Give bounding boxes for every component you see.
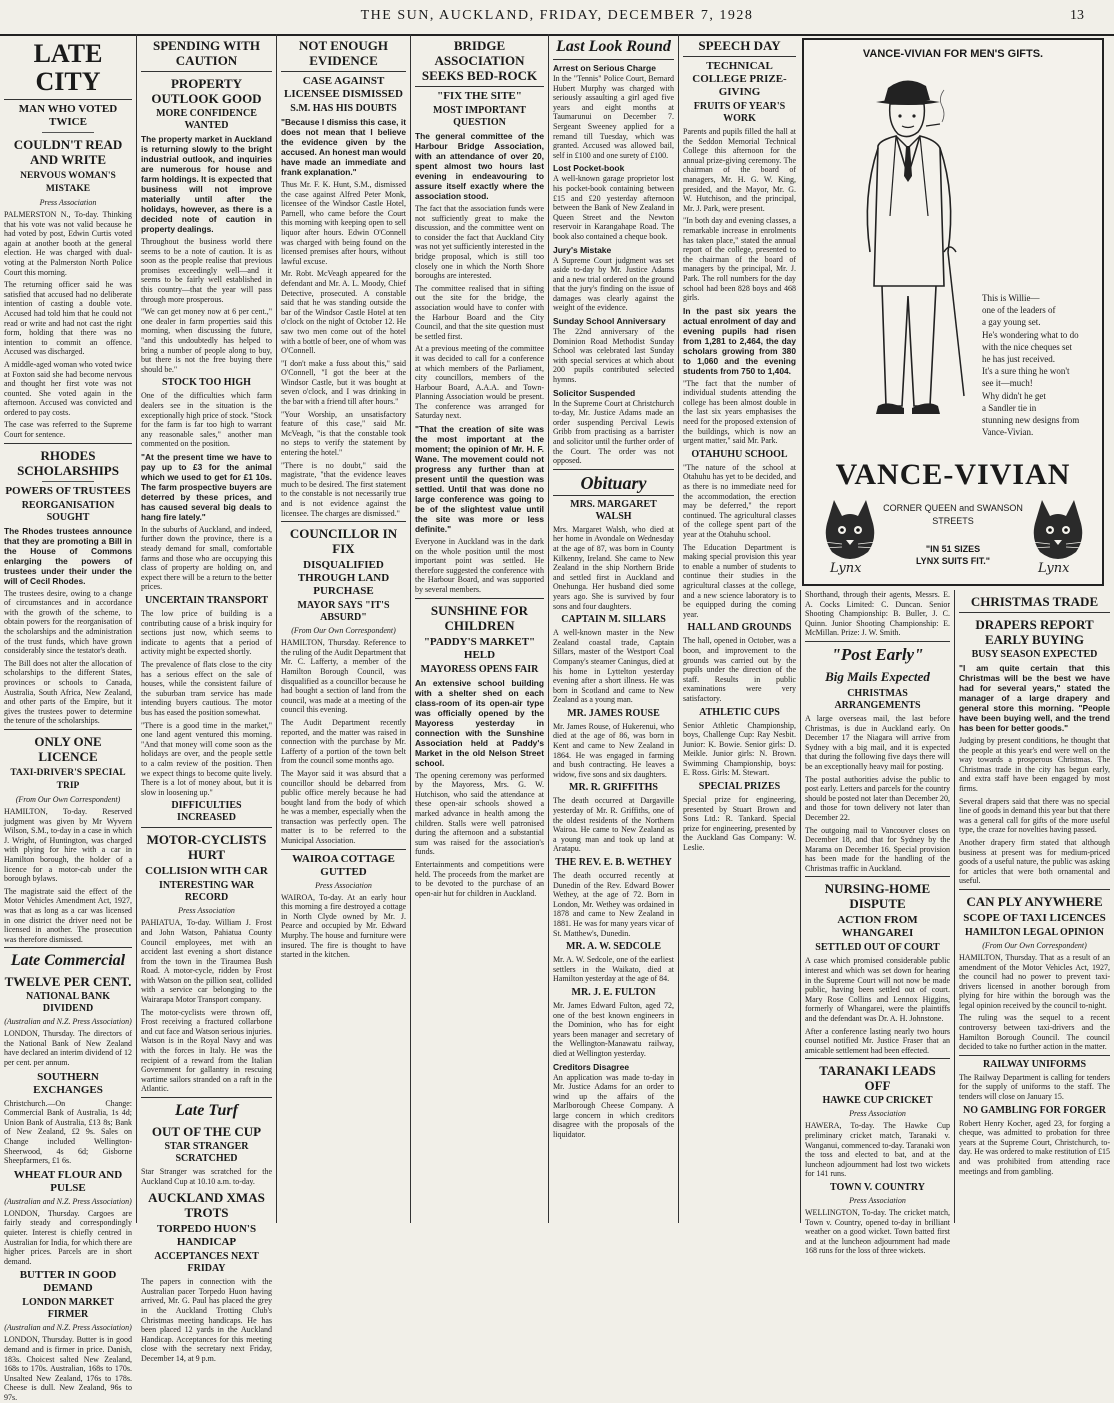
article-text: The 22nd anniversary of the Dominion Road Methodist Sunday School was celebrated last Sunday with special services at which about 200 pupils contributed selected hymns. bbox=[553, 327, 674, 385]
article-text: After a conference lasting nearly two hours counsel notified Mr. Justice Fraser that an amicable settlement had been effected. bbox=[805, 1026, 950, 1055]
article-text: The death occurred at Dargaville yesterday of Mr. R. Griffiths, one of the oldest residents of the Northern Wairoa. He came to New Zealand as a young man and took up land at Aratapu. bbox=[553, 796, 674, 854]
article-text: "There is no doubt," said the magistrate, "that the evidence leaves much to be desired. The first statement to the constable is not necessarily true and is not evidence against the licensee. The charges are dismissed." bbox=[281, 460, 406, 518]
subheadline: NO GAMBLING FOR FORGER bbox=[962, 1104, 1107, 1116]
article-text: Mrs. Margaret Walsh, who died at her home in Avondale on Wednesday at the age of 87, was born in County Kilkenny, Ireland. She came to New Zealand in the ship Northern Bride and settled first in Auckland and Onehunga. Her husband died some years ago. She is survived by four sons and four daughters. bbox=[553, 524, 674, 611]
article-text: Mr. Robt. McVeagh appeared for the defendant and Mr. A. L. Moody, Chief Detective, prosecuted. A constable said that he was standing outside the bar of the Windsor Castle Hotel at ten o'clock on the night of October 12. He saw two men come out of the hotel with a bottle of beer, one of whom was O'Connell. bbox=[281, 269, 406, 356]
subheadline: MORE CONFIDENCE WANTED bbox=[156, 108, 257, 131]
article-text: The death occurred recently at Dunedin of the Rev. Edward Bower Wethey, at the age of 72. Born in London, Mr. Wethey was ordained in 1878 and came to New Zealand in 1881. He was for many years vicar of St. Matthew's, Dunedin. bbox=[553, 871, 674, 938]
column-1 bbox=[0, 34, 136, 1402]
headline: POWERS OF TRUSTEES bbox=[5, 484, 131, 497]
article-text: The trustees desire, owing to a change of circumstances and in accordance with the growth of the scheme, to obtain powers for the reorganisation of the scholarships and the administration of the trust funds, which have grown considerably since the testator's death. bbox=[4, 588, 132, 656]
subheadline: STAR STRANGER SCRATCHED bbox=[164, 1141, 249, 1164]
article-text: The Bill does not alter the allocation of scholarships to the different States, provinces or schools to Canada, Australia, South Africa, New Zealand, and other parts of the Empire, but it gives the trustees power to determine the tenure of the scholarships. bbox=[4, 658, 132, 726]
article-text: The hall, opened in October, was a boon, and improvement to the grounds was carried out by the pupils under the direction of the staff. Results in public examinations were very satisfactory. bbox=[683, 636, 796, 703]
headline: NOT ENOUGH EVIDENCE bbox=[299, 38, 388, 68]
article-text: Mr. James Rouse, of Hukerenui, who died at the age of 86, was born in Kent and came to New Zealand in 1864. He was engaged in farming and bush contracting. He leaves a widow, five sons and six daughters. bbox=[553, 721, 674, 779]
byline: (From Our Own Correspondent) bbox=[982, 940, 1087, 950]
subheadline: MOST IMPORTANT QUESTION bbox=[433, 105, 526, 128]
obituary-name: THE REV. E. B. WETHEY bbox=[555, 857, 672, 868]
article-text: PAHIATUA, To-day. William J. Frost and John Watson, Pahiatua County Council employees, met with an accident last evening a short distance from the town in the Tiraumea Bush Road. A motor-cycle, ridden by Frost with Watson on the pillion seat, collided with a service car belonging to the Wairarapa Motor Transport company. bbox=[141, 918, 272, 1005]
subheadline: NERVOUS WOMAN'S MISTAKE bbox=[20, 171, 116, 194]
article-lead: "I am quite certain that this Christmas will be the best we have had for several years," stated the manager of a large drapery and general store this morning. "People have been buying well, and the trend has been for better goods." bbox=[959, 663, 1110, 733]
headline: COLLISION WITH CAR bbox=[145, 865, 268, 878]
subheadline: MAYOR SAYS "IT'S ABSURD" bbox=[297, 600, 390, 624]
article-text: Christchurch.—On Change: Commercial Bank of Australia, 1s 4d; Union Bank of Australia, £13 8s; Bank of New Zealand, £2 9s. Sales on Change included Wellington-Sheerwood, 4s 6d; Gisborne Sheepfarmers, £1 6s. bbox=[4, 1098, 132, 1166]
article-text: The low price of building is a contributing cause of a brisk inquiry for sections just now, which seems to indicate to agents that a period of activity might be expected shortly. bbox=[141, 609, 272, 657]
ad-address: CORNER QUEEN and SWANSON STREETS bbox=[883, 503, 1023, 526]
subheadline: TAXI-DRIVER'S SPECIAL TRIP bbox=[10, 767, 126, 791]
column-6 bbox=[678, 34, 800, 1223]
article-text: The opening ceremony was performed by the Mayoress, Mrs. G. W. Hutchison, who said the attendance at these open-air schools showed a marked advance in health among the children. Stalls were well patronised during the afternoon and a substantial sum was raised for the association's funds. bbox=[415, 770, 544, 857]
subheadline: SETTLED OUT OF COURT bbox=[815, 942, 940, 954]
article-text: Senior Athletic Championship, boys, Challenge Cup: Ray Nesbit. Junior: K. Bowie. Senior girls: D. Meikle. Junior girls: N. Brown. Swimming Championship, boys: E. Ross. Girls: M. Stewart. bbox=[683, 720, 796, 778]
item-heading: Jury's Mistake bbox=[553, 244, 612, 255]
headline: CAN PLY ANYWHERE bbox=[966, 893, 1103, 909]
ad-slogan: "IN 51 SIZES LYNX SUITS FIT." bbox=[916, 544, 990, 566]
byline: (Australian and N.Z. Press Association) bbox=[4, 1196, 132, 1206]
article-text: HAMILTON, To-day. Reserved judgment was given by Mr Wyvern Wilson, S.M., to-day in a case in which J. Wright, of Huntington, was charged with plying for hire with a car in Hamilton borough, the holder of a licence for a motor-cab under the borough bylaws. bbox=[4, 806, 132, 884]
article-lead: "At the present time we have to pay up to £3 for the animal which we used to get for £1 10s. The farm prospective buyers are deterred by these prices, and has caused several big deals to hang fire lately." bbox=[141, 451, 272, 522]
subheadline: NATIONAL BANK DIVIDEND bbox=[26, 991, 110, 1015]
subheadline: ACCEPTANCES NEXT FRIDAY bbox=[154, 1251, 259, 1275]
article-lead: The Rhodes trustees announce that they are promoting a Bill in the House of Commons enlarging the powers of trustees under their under the will of Cecil Rhodes. bbox=[4, 525, 132, 586]
subheadline: UNCERTAIN TRANSPORT bbox=[144, 595, 269, 607]
ad-brand-name: VANCE-VIVIAN bbox=[835, 458, 1071, 491]
article-lead: In the past six years the actual enrolment of day and evening pupils had risen from 1,281 to 2,464, the day scholars growing from 380 to 1,060 and the evening students from 750 to 1,404. bbox=[683, 305, 796, 376]
headline: RHODES SCHOLARSHIPS bbox=[17, 447, 119, 478]
obituary-name: MR. J. E. FULTON bbox=[571, 986, 656, 998]
headline: AUCKLAND XMAS TROTS bbox=[148, 1190, 265, 1221]
headline: TORPEDO HUON'S HANDICAP bbox=[156, 1223, 257, 1249]
column-2 bbox=[136, 34, 276, 1363]
subheadline: FRUITS OF YEAR'S WORK bbox=[693, 101, 786, 124]
headline: TWELVE PER CENT. bbox=[4, 974, 132, 990]
article-text: HAMILTON, Thursday. Reference to the ruling of the Audit Department that Mr. C. Lafferty, a member of the Hamilton Borough Council, was disqualified as a councillor because he had bought a section of land from the council, was made at a meeting of the council this evening. bbox=[281, 638, 406, 715]
headline: DRAPERS REPORT EARLY BUYING bbox=[975, 617, 1094, 647]
article-text: At a previous meeting of the committee it was decided to call for a conference at which members of the Parliament, city councillors, members of the Harbour Board, A.A.A. and Town-Planning Association would be present. The conference was arranged for Saturday next. bbox=[415, 344, 544, 421]
subheadline: HAWKE CUP CRICKET bbox=[822, 1095, 933, 1107]
subheadline: HALL AND GROUNDS bbox=[687, 622, 792, 634]
headline: CHRISTMAS TRADE bbox=[970, 594, 1099, 609]
subheadline: ATHLETIC CUPS bbox=[699, 706, 780, 718]
headline: ACTION FROM WHANGAREI bbox=[837, 914, 918, 940]
article-text: LONDON, Thursday. The directors of the National Bank of New Zealand have declared an interim dividend of 12 per cent. per annum. bbox=[4, 1029, 132, 1068]
svg-text:Lynx: Lynx bbox=[830, 561, 862, 576]
article-text: "We can get money now at 6 per cent.," one dealer in farm properties said this morning, when discussing the future, "and this undoubtedly has helped to bring a number of people along to buy, but there is not the free buying there should be." bbox=[141, 307, 272, 374]
article-text: A large overseas mail, the last before Christmas, is due in Auckland early. On December 17 the Niagara will arrive from Sydney with a big mail, and it is expected that during the following five days there will be an exceptionally heavy mail for posting. bbox=[805, 713, 950, 771]
article-text: Throughout the business world there seems to be a note of caution. It is as soon as the people realise that previous promises exceedingly well—and it seems to be fairly well established in this country—that the year will pass through more prosperous. bbox=[141, 237, 272, 304]
article-lead: The general committee of the Harbour Bridge Association, with an attendance of over 20, spent almost two hours last evening in endeavouring to assure itself exactly where the association stood. bbox=[415, 131, 544, 201]
subheadline: HAMILTON LEGAL OPINION bbox=[965, 926, 1104, 938]
article-text: Parents and pupils filled the hall at the Seddon Memorial Technical College this afternoon for the annual prize-giving ceremony. The chairman of the board of managers, Mr. H. G. W. King, presided, and the Mayor, Mr. G. W. Hutchison, and the principal, Mr. J. Park, were present. bbox=[683, 127, 796, 213]
headline: MOTOR-CYCLISTS HURT bbox=[146, 832, 267, 863]
headline: BRIDGE ASSOCIATION SEEKS BED-ROCK bbox=[421, 38, 538, 83]
obituary-name: MR. JAMES ROUSE bbox=[567, 707, 660, 719]
section-heading: Late Turf bbox=[175, 1102, 238, 1119]
byline: (From Our Own Correspondent) bbox=[15, 794, 121, 804]
article-text: PALMERSTON N., To-day. Thinking that his vote was not valid because he had voted by post, Edwin Curtis voted again at another booth at the general election. He was charged with dual-voting at the Palmerston North Police Court this morning. bbox=[4, 210, 132, 277]
headline: OUT OF THE CUP bbox=[151, 1124, 262, 1139]
headline: SOUTHERN EXCHANGES bbox=[33, 1070, 103, 1096]
obituary-name: MR. R. GRIFFITHS bbox=[569, 782, 658, 794]
article-lead: "Because I dismiss this case, it does not mean that I believe the evidence given by the accused. An honest man would have made an immediate and frank explanation." bbox=[281, 117, 406, 177]
item-heading: Solicitor Suspended bbox=[553, 387, 636, 398]
headline: WAIROA COTTAGE GUTTED bbox=[292, 852, 395, 878]
obituary-name: MRS. MARGARET WALSH bbox=[570, 498, 657, 522]
byline: (Australian and N.Z. Press Association) bbox=[4, 1017, 132, 1027]
article-text: Mr. James Edward Fulton, aged 72, one of the best known engineers in the Dominion, who has for eight years been manager and secretary of the Wellington-Manawatu railway, died at Wellington yesterday. bbox=[553, 1000, 674, 1058]
article-text: The Mayor said it was absurd that a councillor should be debarred from public office merely because he had bought land from the body of which he was a member, especially when the transaction was perfectly open. The matter is to be referred to the Municipal Association. bbox=[281, 768, 406, 846]
byline: Press Association bbox=[39, 198, 97, 207]
article-text: WAIROA, To-day. At an early hour this morning a fire destroyed a cottage in North Clyde owned by Mr. J. Pearce and occupied by Mr. Edward Murphy. The house and furniture were insured. The fire is thought to have started in the kitchen. bbox=[281, 892, 406, 960]
article-text: The outgoing mail to Vancouver closes on December 18, and that for Sydney by the Marama on December 16. Special provision has been made for the handling of the Christmas traffic in Auckland. bbox=[805, 825, 950, 873]
subheadline: BUSY SEASON EXPECTED bbox=[971, 649, 1098, 660]
headline: TARANAKI LEADS OFF bbox=[819, 1063, 936, 1094]
byline: Press Association bbox=[315, 880, 372, 890]
page-number: 13 bbox=[1070, 8, 1084, 23]
headline: SUNSHINE FOR CHILDREN bbox=[430, 602, 529, 633]
article-text: "In both day and evening classes, a remarkable increase in enrolments has taken place," stated the annual report of the college, presented to the chairman of the board of managers by the principal, Mr. J. Park. The roll numbers for the day school had been 828 boys and 468 girls. bbox=[683, 216, 796, 303]
section-heading: Last Look Round bbox=[556, 38, 671, 55]
svg-text:Lynx: Lynx bbox=[1038, 561, 1070, 576]
headline: "PADDY'S MARKET" HELD bbox=[423, 635, 536, 661]
item-heading: Sunday School Anniversary bbox=[553, 316, 666, 327]
obituary-name: CAPTAIN M. SILLARS bbox=[561, 614, 666, 626]
article-text: "The fact that the number of individual students attending the college has been almost double in the last six years emphasises the need for the proposed extension of the buildings, which is now an urgent matter," said Mr. Park. bbox=[683, 378, 796, 446]
subheadline: Big Mails Expected bbox=[825, 668, 930, 684]
article-text: Star Stranger was scratched for the Auckland Cup at 10.10 a.m. to-day. bbox=[141, 1167, 272, 1186]
article-text: The case was referred to the Supreme Court for sentence. bbox=[4, 420, 132, 440]
article-text: The fact that the association funds were not sufficiently great to make the discussion, and the committee went on to consider the fact that Auckland City was not yet sufficiently interested in the bridge proposal, which is still too closely one in which the North Shore boroughs are interested. bbox=[415, 204, 544, 281]
headline: WHEAT FLOUR AND PULSE bbox=[13, 1168, 123, 1194]
article-text: The papers in connection with the Australian pacer Torpedo Huon having arrived, Mr. G. Paul has placed the grey in the Auckland Trotting Club's Christmas meeting handicaps. He has been placed 12 yards in the Auckland Handicap. Acceptances for this meeting close with the secretary next Friday, December 14, at 9 p.m. bbox=[141, 1277, 272, 1363]
headline: DISQUALIFIED THROUGH LAND PURCHASE bbox=[297, 559, 390, 598]
article-text: In the "Tennis" Police Court, Bernard Hubert Murphy was charged with seriously assaulting a girl aged five years and eight months at Taumarunui on December 7. Sergeant Sweeney applied for a remand till Tuesday, which was granted. Accused was allowed bail, self in £100 and one surety of £100. bbox=[553, 74, 674, 160]
article-text: HAWERA, To-day. The Hawke Cup preliminary cricket match, Taranaki v. Wanganui, commenced to-day. Taranaki won the toss and elected to bat, and at the luncheon adjournment had lost two wickets for 141 runs. bbox=[805, 1121, 950, 1179]
subheadline: RAILWAY UNIFORMS bbox=[982, 1058, 1087, 1070]
column-4 bbox=[410, 34, 548, 1223]
headline: SPENDING WITH CAUTION bbox=[152, 38, 261, 68]
column-5 bbox=[548, 34, 678, 1223]
headline: "Post Early" bbox=[831, 644, 924, 664]
article-text: The Audit Department recently reported, and the matter was raised in connection with the purchase by Mr. Lafferty of a portion of the town belt from the council some months ago. bbox=[281, 717, 406, 766]
byline: Press Association bbox=[849, 1109, 906, 1119]
subheadline: LONDON MARKET FIRMER bbox=[22, 1297, 114, 1321]
article-text: The returning officer said he was satisfied that accused had no deliberate intention of casting a double vote. Accused had told him that he could not read or write and had not cast the right form, holding that there was no intention to commit an offence. Accused was discharged. bbox=[4, 280, 132, 357]
section-heading: Late Commercial bbox=[10, 952, 126, 970]
headline: SCOPE OF TAXI LICENCES bbox=[963, 911, 1106, 924]
headline: TECHNICAL COLLEGE PRIZE-GIVING bbox=[692, 60, 787, 98]
article-text: The prevalence of flats close to the city has a serious effect on the sale of houses, while the consistent failure of the suburban tram service has made intending buyers cautious. The motor bus has eased the position somewhat. bbox=[141, 660, 272, 717]
article-text: "The nature of the school at Otahuhu has yet to be decided, and as there is no immediate need for the accommodation, the erection may be deferred," the report continued. The agricultural classes of the college spent part of the year at the Otahuhu school. bbox=[683, 462, 796, 539]
subheadline: S.M. HAS HIS DOUBTS bbox=[290, 103, 397, 114]
article-text: A well-known master in the New Zealand coastal trade, Captain Sillars, master of the Westport Coal Company's steamer Caningus, died at his home in Lyttelton yesterday evening after a short illness. He was born in Scotland and came to New Zealand as a young man. bbox=[553, 628, 674, 705]
article-text: In the suburbs of Auckland, and indeed, further down the province, there is a steady demand for small, comfortable farms and those who are occupying this class of property are holding on, and expect there will be a return to the better prices. bbox=[141, 524, 272, 592]
article-text: Judging by present conditions, he thought that the people at this year's end were well on the way towards a prosperous Christmas. The Christmas trade in the city has begun early, and extra staff have been engaged by most firms. bbox=[959, 736, 1110, 793]
byline: (From Our Own Correspondent) bbox=[291, 626, 396, 636]
article-text: The Railway Department is calling for tenders for the supply of uniforms to the staff. The tenders will close on January 15. bbox=[959, 1072, 1110, 1102]
article-text: Entertainments and competitions were held. The proceeds from the market are to be devoted to the purchase of an open-air hut for children in Auckland. bbox=[415, 859, 544, 898]
article-text: Robert Henry Kocher, aged 23, for forging a cheque, was admitted to probation for three years at the Supreme Court, Christchurch, to-day. He was ordered to make restitution of £15 and was prohibited from attending race meetings and from gambling. bbox=[959, 1118, 1110, 1176]
column-8 bbox=[954, 590, 1114, 1223]
headline: BUTTER IN GOOD DEMAND bbox=[19, 1269, 117, 1295]
article-text: One of the difficulties which farm dealers see in the situation is the exceptionally high price of stock. "Stock for the farm is far too high to warrant any reasonable sales," another man commented on the position. bbox=[141, 391, 272, 449]
subheadline: OTAHUHU SCHOOL bbox=[691, 448, 788, 460]
article-lead: "That the creation of site was the most important at the moment; the opinion of Mr. H. F. Wane. The movement could not progress any further than at present until the question was settled. Until that was done no large conference was going to be of the slightest value until the site was more or less definite." bbox=[415, 424, 544, 535]
article-text: In the Supreme Court at Christchurch to-day, Mr. Justice Adams made an order suspending Percival Lewis Gribb from practising as a barrister and solicitor until the further order of the Court. The order was not opposed. bbox=[553, 398, 674, 466]
byline: Press Association bbox=[849, 1195, 906, 1205]
article-text: The committee realised that in sifting out the site for the bridge, the association would have to confer with the Harbour Board and the City Council, and that the site question must be settled first. bbox=[415, 283, 544, 341]
subheadline: REORGANISATION SOUGHT bbox=[21, 499, 115, 523]
headline: ONLY ONE LICENCE bbox=[34, 733, 102, 764]
byline: (Australian and N.Z. Press Association) bbox=[4, 1323, 132, 1333]
headline-late-city: LATE CITY bbox=[33, 39, 103, 96]
article-text: A case which promised considerable public interest and which was set down for hearing in the Supreme Court will not now be made public, having been settled out of court. Mary Rose Collins and Lennox Higgins, formerly of Whangarei, were the plaintiffs and the defendant was Dr. A. H. Johnstone. bbox=[805, 956, 950, 1024]
byline: Press Association bbox=[178, 906, 235, 916]
headline: COUNCILLOR IN FIX bbox=[289, 526, 398, 557]
ad-verse: This is Willie— one of the leaders of a gay young set. He's wondering what to do with the nice cheques set he has just received. It's a sure thing he won't see it—much! Why didn't he get a Sandler tie in stunning new designs from Vance-Vivian. bbox=[982, 293, 1080, 438]
item-heading: Lost Pocket-book bbox=[553, 163, 625, 174]
subheadline: SPECIAL PRIZES bbox=[698, 781, 781, 793]
masthead bbox=[0, 0, 1114, 36]
item-heading: Arrest on Serious Charge bbox=[553, 63, 656, 73]
item-heading: Creditors Disagree bbox=[553, 1061, 630, 1072]
subheadline: TOWN V. COUNTRY bbox=[830, 1181, 925, 1193]
subheadline: DIFFICULTIES INCREASED bbox=[171, 800, 242, 824]
headline: COULDN'T READ AND WRITE bbox=[13, 137, 123, 167]
subheadline: STOCK TOO HIGH bbox=[162, 377, 251, 389]
headline: NURSING-HOME DISPUTE bbox=[824, 881, 931, 912]
article-text: "I don't make a fuss about this," said O'Connell, "I got the beer at the Windsor Castle, but it was bought at seven o'clock, and I was drinking in the bar with a friend till after hours." bbox=[281, 358, 406, 407]
article-text: Special prize for engineering, presented by Stuart Brown and Sons Ltd.: R. Tankard. Special prize for engineering, presented by the Auckland Gas Company: W. Leslie. bbox=[683, 795, 796, 853]
article-text: LONDON, Thursday. Butter is in good demand and is firmer in price. Danish, 183s. Choicest salted New Zealand, 168s to 170s. Australian, 168s to 170s. Unsalted New Zealand, 176s to 178s. Cheese is dull. New Zealand, 96s to 97s. bbox=[4, 1335, 132, 1402]
obituary-name: MR. A. W. SEDCOLE bbox=[565, 941, 662, 953]
headline: "FIX THE SITE" bbox=[437, 90, 522, 102]
man-illustration bbox=[818, 66, 988, 456]
headline: CASE AGAINST LICENSEE DISMISSED bbox=[284, 75, 403, 100]
article-text: Everyone in Auckland was in the dark on the whole position until the most important point was settled. He therefore suggested the conference with the Harbour Board, and was supported by several members. bbox=[415, 537, 544, 595]
article-text: The motor-cyclists were thrown off, Frost receiving a fractured collarbone and cut face and Watson serious injuries. Watson is in the Royal Navy and was with the forces in Italy. He was the recipient of a reward from the Italian Government for gallantry in rescuing wartime sailors stranded on a raft in the Atlantic. bbox=[141, 1007, 272, 1094]
article-text: A Supreme Court judgment was set aside to-day by Mr. Justice Adams and a new trial ordered on the ground that the jury's finding on the issue of damages was clearly against the weight of the evidence. bbox=[553, 255, 674, 313]
masthead-title: THE SUN, AUCKLAND, FRIDAY, DECEMBER 7, 1928 bbox=[360, 8, 754, 23]
article-lead: An extensive school building with a shelter shed on each class-room of its open-air type was officially opened by the Mayoress yesterday in connection with the Sunshine Association held at Paddy's Market in the old Nelson Street school. bbox=[415, 677, 544, 768]
article-text: The postal authorities advise the public to post early. Letters and parcels for the country should be posted not later than December 20, and those for town delivery not later than December 22. bbox=[805, 774, 950, 822]
article-text: LONDON, Thursday. Cargoes are fairly steady and correspondingly quieter. Interest is chiefly centred in Australian for India, for which there are higher prices. Parcels are in short demand. bbox=[4, 1208, 132, 1266]
subheadline: MAYORESS OPENS FAIR bbox=[420, 663, 539, 675]
vance-vivian-advertisement[interactable] bbox=[802, 38, 1104, 586]
ad-tagline: VANCE-VIVIAN FOR MEN'S GIFTS. bbox=[862, 48, 1044, 60]
section-heading: Obituary bbox=[580, 472, 647, 493]
article-text: "Your Worship, an unsatisfactory feature of this case," said Mr. McVeagh, "is that the constable took no steps to verify the statement by entering the hotel." bbox=[281, 409, 406, 458]
article-lead: The property market in Auckland is returning slowly to the bright industrial outlook, and inquiries are numerous for house and farm holdings. It is expected that business will not improve materially until after the holidays, however, as there is a decided note of caution in property dealings. bbox=[141, 134, 272, 234]
headline: SPEECH DAY bbox=[698, 38, 781, 53]
article-text: The magistrate said the effect of the Motor Vehicles Amendment Act, 1927, was that as long as a car was licensed in one district the driver need not be licensed in another. The prosecution was therefore dismissed. bbox=[4, 886, 132, 944]
article-text: An application was made to-day in Mr. Justice Adams for an order to wind up the affairs of the Marlborough Cheese Company. A large concern in which creditors disagree with the proposals of the liquidator. bbox=[553, 1072, 674, 1140]
article-text: Several drapers said that there was no special line of goods in demand this year but that there was a general call for gifts of the more useful type, the craze for novelties having passed. bbox=[959, 796, 1110, 835]
article-text: The ruling was the sequel to a recent controversy between taxi-drivers and the Hamilton Borough Council. The council decided to take no further action in the matter. bbox=[959, 1013, 1110, 1052]
article-text: Another drapery firm stated that although business at present was for medium-priced goods of a useful nature, the public was asking for articles that were both ornamental and useful. bbox=[959, 837, 1110, 886]
article-text: WELLINGTON, To-day. The cricket match, Town v. Country, opened to-day in brilliant weather on a good wicket. Town batted first and at the luncheon adjournment had made 168 runs for the loss of three wickets. bbox=[805, 1207, 950, 1256]
article-text: Shorthand, through their agents, Messrs. E. A. Cocks Limited: C. Duncan. Senior Shooting Championship: B. Buller, J. C. Quinn. Junior Shooting Championship: E. McMillan. Prize: J. W. Smith. bbox=[805, 590, 950, 638]
article-text: HAMILTON, Thursday. That as a result of an amendment of the Motor Vehicles Act, 1927, the council had no power to prevent taxi-drivers licensed in another borough from plying for hire within the borough was the legal opinion received by the council to-night. bbox=[959, 952, 1110, 1010]
column-7 bbox=[800, 590, 954, 1256]
article-text: A middle-aged woman who voted twice at Foxton said she had become nervous and thought her first vote was not counted. She voted again in the afternoon. Accused was convicted and ordered to pay costs. bbox=[4, 359, 132, 417]
article-text: "There is a good time in the market," one land agent ventured this morning. "And that money will come soon as the holidays are over, and the people settle to a calm review of the position. Then we expect things to become quite lively. There is a lot of money about, but it is slow in loosening up." bbox=[141, 720, 272, 797]
column-3 bbox=[276, 34, 410, 1223]
headline: PROPERTY OUTLOOK GOOD bbox=[151, 76, 262, 106]
article-text: Mr. A. W. Sedcole, one of the earliest settlers in the Waikato, died at Hamilton yesterday at the age of 84. bbox=[553, 955, 674, 984]
article-text: A well-known garage proprietor lost his pocket-book containing between £15 and £20 yesterday afternoon between the Bank of New Zealand in Queen Street and the Newton reservoir in Karangahape Road. The book also contained a cheque book. bbox=[553, 174, 674, 241]
headline: MAN WHO VOTED TWICE bbox=[18, 103, 118, 128]
article-text: The Education Department is making special provision this year to enable a number of students to continue their studies in the agricultural classes at the college, and a new science laboratory is to be equipped during the coming year. bbox=[683, 542, 796, 619]
article-text: Thus Mr. F. K. Hunt, S.M., dismissed the case against Alfred Peter Monk, licensee of the Windsor Castle Hotel, Parnell, who came before the Court this morning with keeping open to sell liquor after hours. Edwin O'Connell was charged with being found on the licensed premises after hours, without lawful excuse. bbox=[281, 180, 406, 266]
subheadline: CHRISTMAS ARRANGEMENTS bbox=[834, 687, 921, 711]
subheadline: INTERESTING WAR RECORD bbox=[158, 880, 255, 904]
